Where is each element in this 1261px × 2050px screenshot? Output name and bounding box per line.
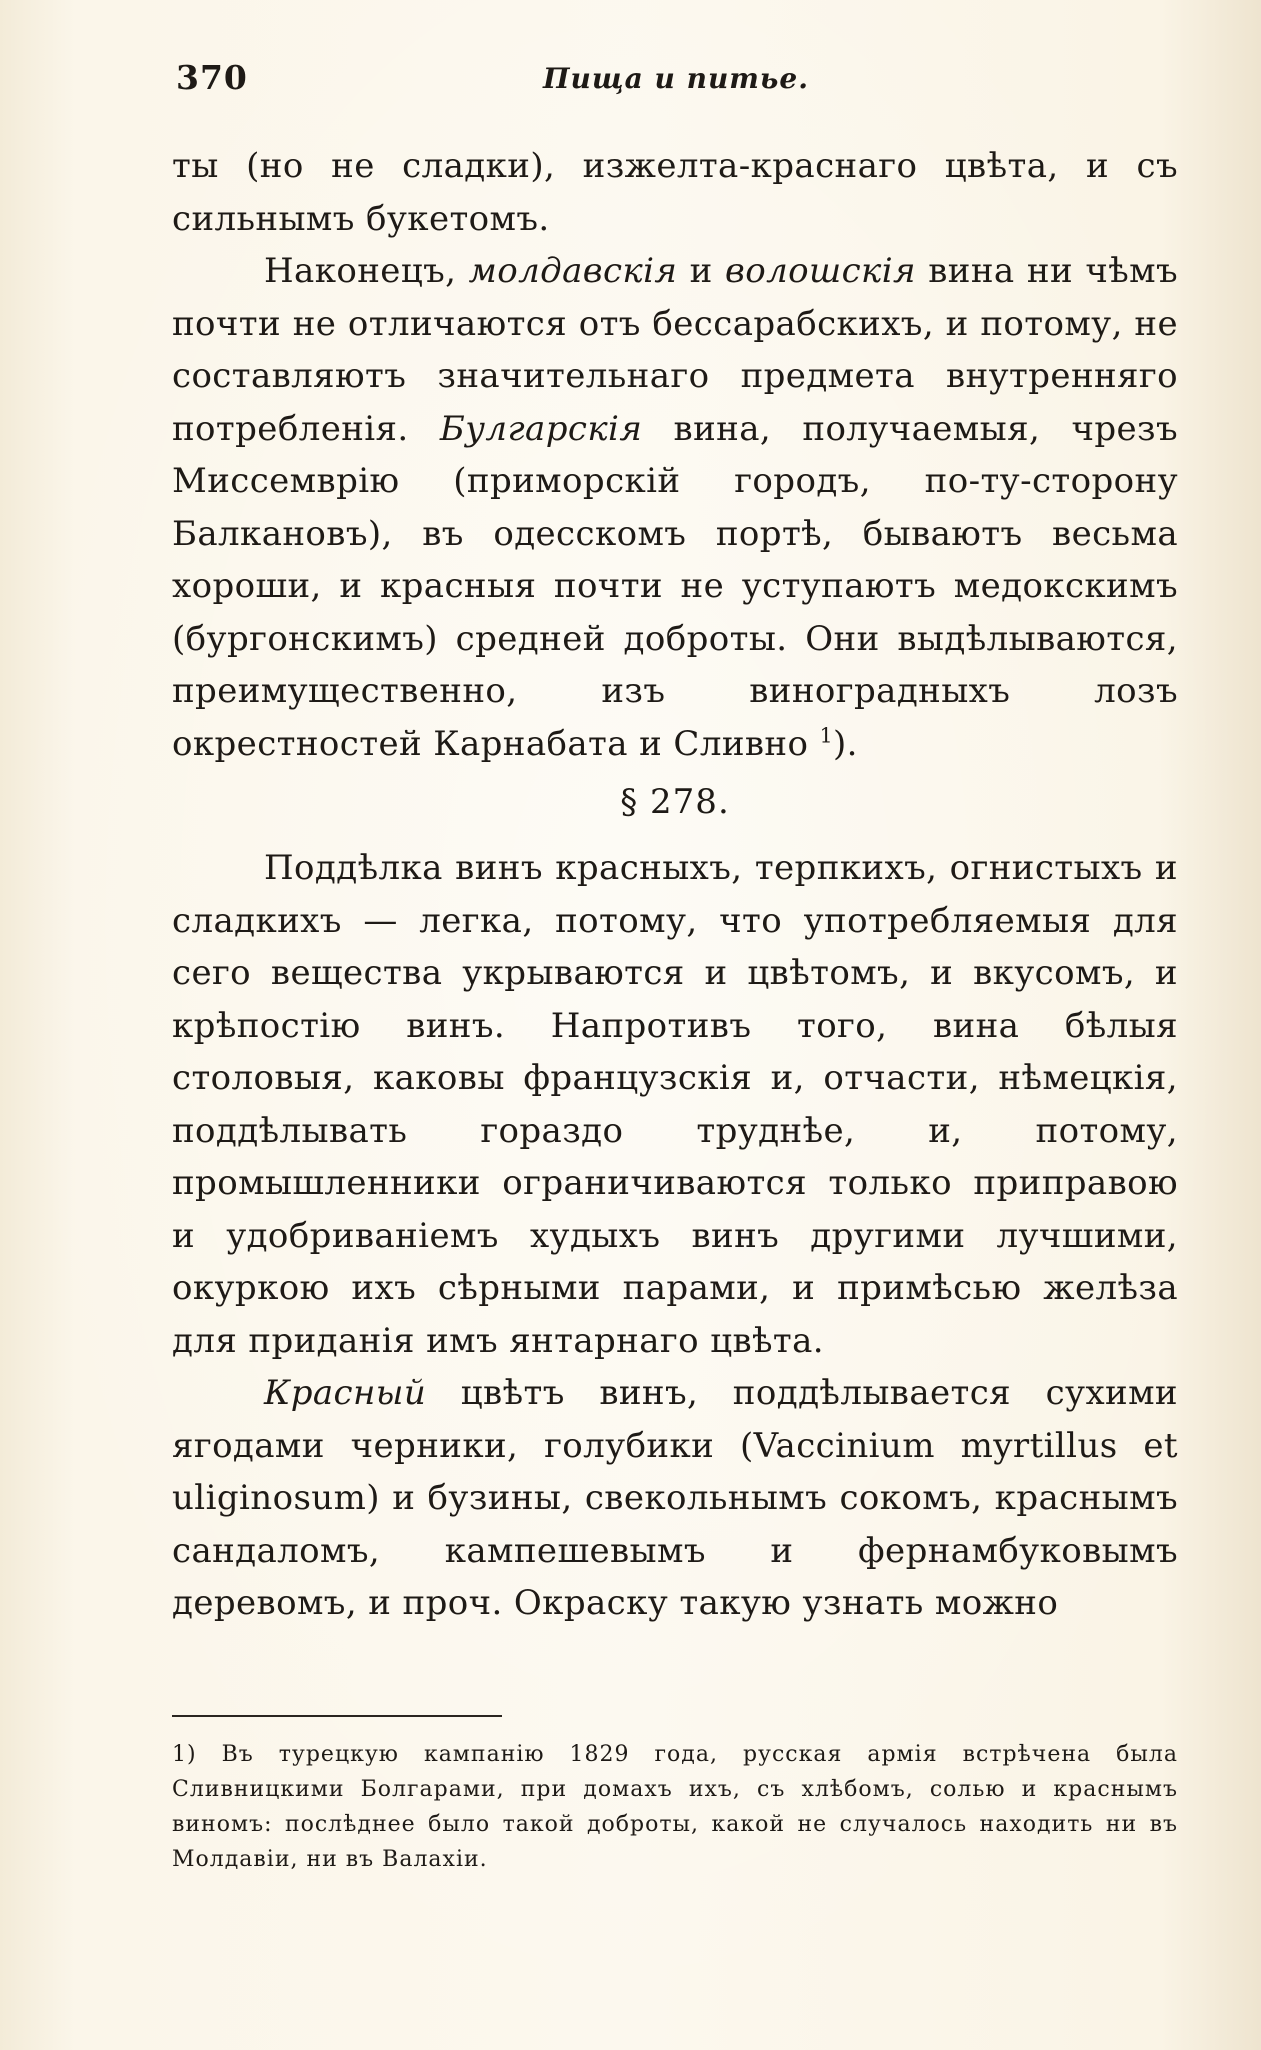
text-run: вина ни чѣмъ почти не отличаются отъ бессарабскихъ, и потому, не составляютъ значительнаго предмета внутренняго потребленія. [172, 251, 1178, 449]
section-heading: § 278. [620, 782, 730, 822]
running-title: Пища и питье. [543, 62, 809, 95]
paragraph-moldavian-wines [172, 245, 1178, 770]
paragraph-wine-adulteration: Поддѣлка винъ красныхъ, терпкихъ, огнистыхъ и сладкихъ — легка, потому, что употребляемыя для сего вещества укрываются и цвѣтомъ, и вкусомъ, и крѣпостію винъ. Напротивъ того, вина бѣлыя столовыя, каковы французскія и, отчасти, нѣмецкія, поддѣлывать гораздо труднѣе, и, потому, промышленники ограничиваются только приправою и удобриваніемъ худыхъ винъ другими лучшими, окуркою ихъ сѣрными парами, и примѣсью желѣза для приданія имъ янтарнаго цвѣта. [172, 848, 1178, 1361]
text-run: цвѣтъ винъ, поддѣлывается сухими ягодами черники, голубики (Vaccinium myrtillus et uliginosum) и бузины, свекольнымъ сокомъ, краснымъ сандаломъ, кампешевымъ и фернамбуковымъ деревомъ, и проч. Окраску такую узнать можно [172, 1373, 1178, 1623]
footnote-ref: 1 [819, 723, 833, 748]
text-run: вина, получаемыя, чрезъ Миссемврію (приморскій городъ, по-ту-сторону Балкановъ), въ одесскомъ портѣ, бываютъ весьма хороши, и красныя почти не уступаютъ медокскимъ (бургонскимъ) средней доброты. Они выдѣлываются, преимущественно, изъ виноградныхъ лозъ окрестностей Карнабата и Сливно [172, 408, 1178, 764]
footnote-rule [172, 1715, 502, 1717]
body-text [172, 140, 1178, 1630]
italic-term-red: Красный [264, 1373, 427, 1413]
text-run: и [677, 251, 726, 291]
italic-term-bulgarian: Булгарскія [439, 408, 643, 449]
footnote: 1) Въ турецкую кампанію 1829 года, русская армія встрѣчена была Сливницкими Болгарами, при домахъ ихъ, съ хлѣбомъ, солью и краснымъ виномъ: послѣднее было такой доброты, какой не случалось находить ни въ Молдавіи, ни въ Валахіи. [172, 1742, 1178, 1872]
paragraph-continuation: ты (но не сладки), изжелта-краснаго цвѣта, и съ сильнымъ букетомъ. [172, 146, 1178, 239]
italic-term-wallachian: волошскія [725, 251, 916, 291]
running-head [176, 58, 1176, 108]
page-number: 370 [176, 58, 248, 97]
text-run: ). [832, 723, 858, 764]
text-run: Наконецъ, [264, 251, 469, 291]
italic-term-moldavian: молдавскія [468, 251, 678, 291]
paragraph-red-color [172, 1367, 1178, 1630]
